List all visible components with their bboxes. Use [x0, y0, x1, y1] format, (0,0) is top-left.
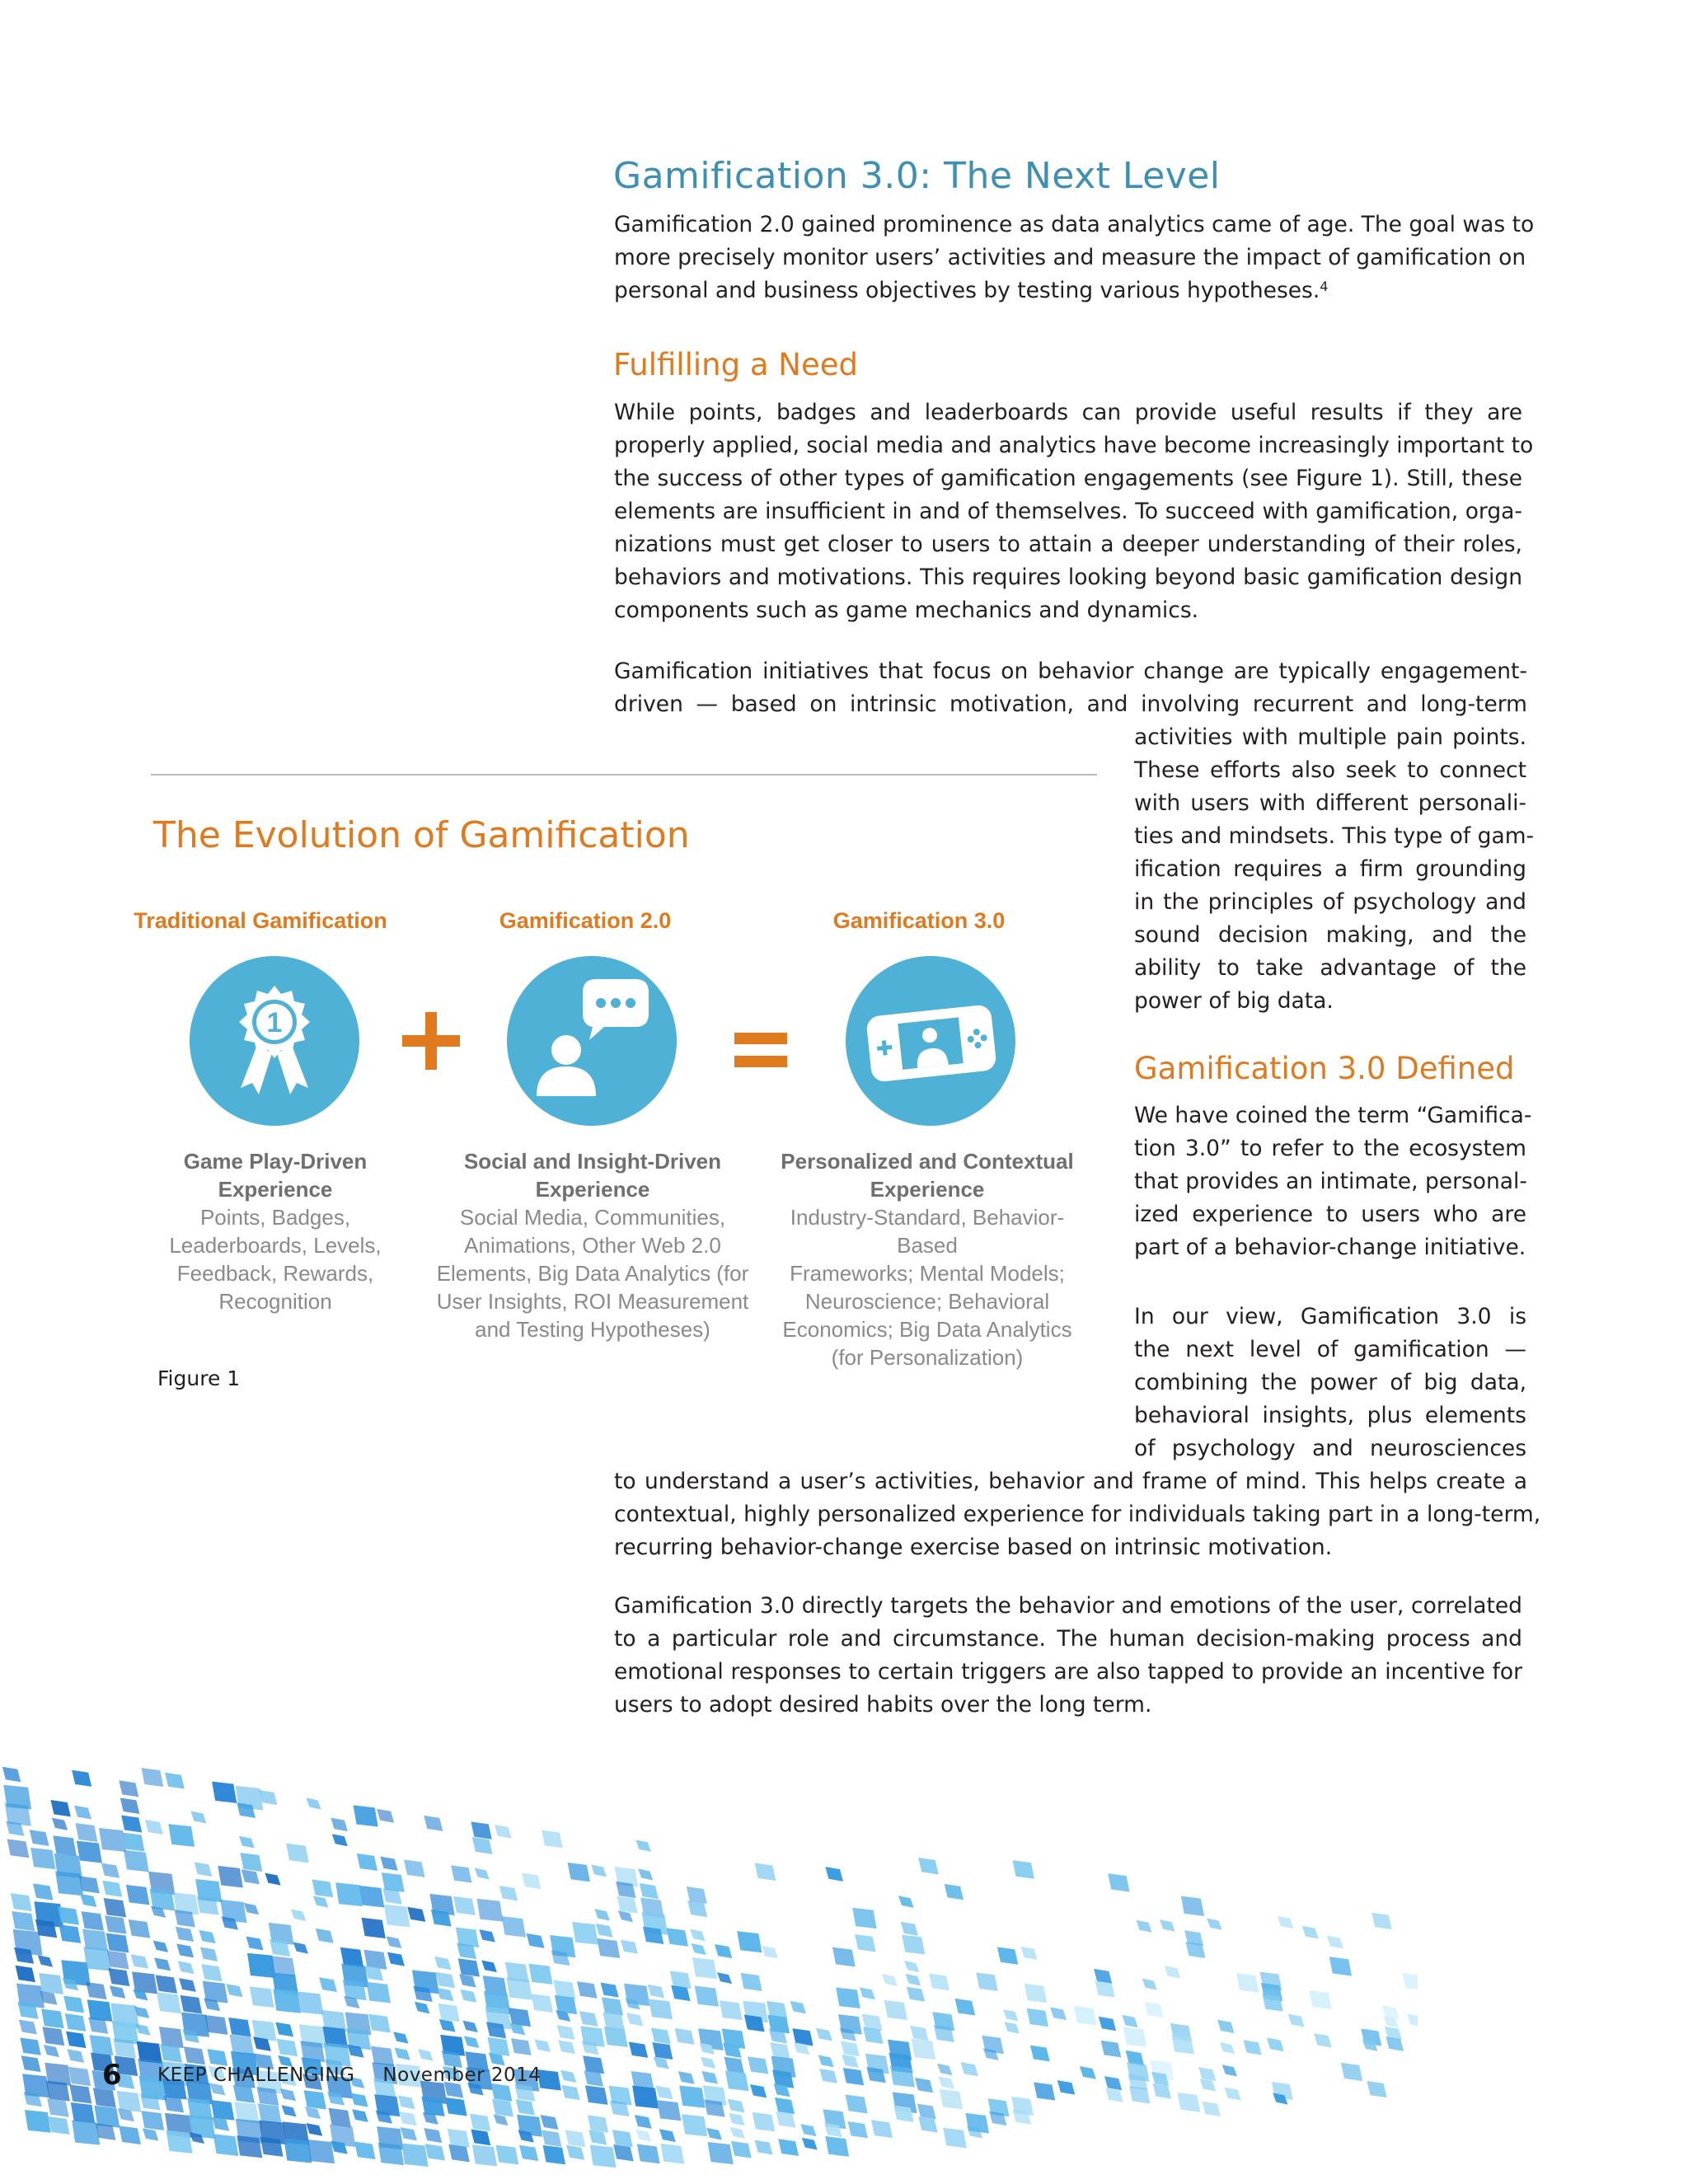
gamification-2-circle — [507, 956, 677, 1126]
text-line: activities with multiple pain points. — [1134, 724, 1526, 750]
section1-paragraph — [614, 209, 1535, 307]
caption-line: Economics; Big Data Analytics — [782, 1317, 1072, 1342]
section3-paragraph-3 — [614, 1590, 1522, 1722]
caption-gamification-3 — [762, 1147, 1092, 1371]
text-line: ties and mindsets. This type of gam- — [1134, 823, 1535, 849]
text-line: to understand a user’s activities, behavior and frame of mind. This helps create a — [614, 1469, 1527, 1494]
publication-date: November 2014 — [382, 2064, 542, 2086]
caption-title: Experience — [870, 1177, 985, 1202]
caption-title: Experience — [535, 1177, 650, 1202]
figure-title: The Evolution of Gamification — [153, 814, 690, 856]
social-chat-icon — [507, 956, 677, 1126]
caption-line: Social Media, Communities, — [459, 1205, 726, 1230]
text-line: power of big data. — [1134, 988, 1334, 1014]
text-line: tion 3.0” to refer to the ecosystem — [1134, 1136, 1526, 1161]
text-line: elements are insufficient in and of themselves. To succeed with gamification, orga- — [614, 499, 1522, 524]
text-line: contextual, highly personalized experience for individuals taking part in a long-term, — [614, 1502, 1541, 1527]
page-number: 6 — [102, 2059, 122, 2092]
caption-line: and Testing Hypotheses) — [475, 1317, 710, 1342]
text-line: behavioral insights, plus elements — [1134, 1403, 1526, 1428]
caption-line: Frameworks; Mental Models; — [790, 1261, 1065, 1286]
text-line: personal and business objectives by testing various hypotheses.$^4$ — [614, 278, 1329, 303]
plus-icon — [402, 1012, 460, 1070]
caption-traditional — [110, 1147, 440, 1315]
text-line: driven — based on intrinsic motivation, and involving recurrent and long-term — [614, 691, 1527, 717]
section-heading-fulfilling-need: Fulfilling a Need — [613, 347, 858, 382]
column-heading-traditional: Traditional Gamification — [134, 908, 387, 933]
handheld-game-icon — [846, 956, 1015, 1126]
text-line: recurring behavior-change exercise based on intrinsic motivation. — [614, 1535, 1333, 1560]
decorative-mosaic-wave — [0, 1714, 1418, 2184]
text-line: combining the power of big data, — [1134, 1370, 1526, 1395]
section3-paragraph-2-wide — [614, 1465, 1541, 1564]
figure-divider — [151, 774, 1097, 776]
caption-line: User Insights, ROI Measurement — [436, 1289, 749, 1314]
text-line: Gamification 2.0 gained prominence as data analytics came of age. The goal was to — [614, 212, 1535, 237]
text-line: behaviors and motivations. This requires looking beyond basic gamification design — [614, 565, 1522, 590]
text-line: sound decision making, and the — [1134, 922, 1526, 948]
section-heading-next-level: Gamification 3.0: The Next Level — [613, 155, 1221, 197]
caption-line: (for Personalization) — [831, 1345, 1024, 1370]
caption-title: Experience — [218, 1177, 333, 1202]
section3-paragraph-1 — [1134, 1099, 1532, 1264]
text-line: We have coined the term “Gamifica- — [1134, 1103, 1532, 1128]
section-heading-defined: Gamification 3.0 Defined — [1134, 1051, 1515, 1086]
column-heading-2-0: Gamification 2.0 — [499, 908, 672, 933]
text-line: ification requires a firm grounding — [1134, 856, 1526, 882]
text-line: In our view, Gamification 3.0 is — [1134, 1304, 1526, 1329]
award-ribbon-icon — [190, 956, 359, 1126]
traditional-gamification-circle — [190, 956, 359, 1126]
text-line: ability to take advantage of the — [1134, 955, 1526, 981]
text-line: nizations must get closer to users to attain a deeper understanding of their roles, — [614, 532, 1522, 557]
text-line: ized experience to users who are — [1134, 1202, 1526, 1227]
caption-gamification-2 — [428, 1147, 757, 1343]
text-line: These efforts also seek to connect — [1134, 757, 1526, 783]
caption-line: Neuroscience; Behavioral — [804, 1289, 1050, 1314]
footnote-marker: 4 — [1320, 279, 1329, 294]
caption-line: Feedback, Rewards, — [176, 1261, 374, 1286]
caption-title: Personalized and Contextual — [781, 1149, 1074, 1174]
text-line: users to adopt desired habits over the long term. — [614, 1692, 1152, 1718]
text-line: in the principles of psychology and — [1134, 889, 1526, 915]
section2-paragraph-2-narrow — [1134, 721, 1535, 1018]
caption-line: Elements, Big Data Analytics (for — [436, 1261, 749, 1286]
text-line: the next level of gamification — — [1134, 1337, 1526, 1362]
text-line: that provides an intimate, personal- — [1134, 1169, 1527, 1194]
caption-line: Industry-Standard, Behavior-Based — [790, 1205, 1065, 1258]
text-line: the success of other types of gamification engagements (see Figure 1). Still, these — [614, 466, 1522, 491]
gamification-3-circle — [846, 956, 1015, 1126]
text-line: to a particular role and circumstance. The human decision-making process and — [614, 1626, 1522, 1652]
caption-line: Recognition — [218, 1289, 332, 1314]
caption-line: Points, Badges, — [199, 1205, 351, 1230]
footer-text — [157, 2064, 541, 2086]
badge-number: 1 — [266, 1007, 283, 1038]
text-line: with users with different personali- — [1134, 790, 1526, 816]
caption-title: Game Play-Driven — [183, 1149, 368, 1174]
text-line: properly applied, social media and analytics have become increasingly important to — [614, 433, 1534, 458]
text-line: more precisely monitor users’ activities and measure the impact of gamification on — [614, 245, 1526, 270]
text-line: Gamification 3.0 directly targets the behavior and emotions of the user, correlated — [614, 1593, 1522, 1619]
caption-title: Social and Insight-Driven — [463, 1149, 722, 1174]
text-line: emotional responses to certain triggers are also tapped to provide an incentive for — [614, 1659, 1522, 1685]
caption-line: Leaderboards, Levels, — [169, 1233, 382, 1258]
text-line: Gamification initiatives that focus on behavior change are typically engagement- — [614, 658, 1527, 684]
text-line: of psychology and neurosciences — [1134, 1436, 1526, 1461]
figure-label: Figure 1 — [157, 1366, 241, 1390]
equals-icon — [734, 1033, 787, 1067]
section2-paragraph-1 — [614, 396, 1534, 627]
text-line: While points, badges and leaderboards can provide useful results if they are — [614, 400, 1522, 425]
publication-name: KEEP CHALLENGING — [157, 2064, 355, 2086]
caption-line: Animations, Other Web 2.0 — [464, 1233, 721, 1258]
column-heading-3-0: Gamification 3.0 — [832, 908, 1006, 933]
text-line: part of a behavior-change initiative. — [1134, 1235, 1526, 1260]
section3-paragraph-2-narrow — [1134, 1301, 1526, 1465]
section2-paragraph-2-wide — [614, 655, 1527, 721]
text-line: components such as game mechanics and dynamics. — [614, 598, 1199, 623]
